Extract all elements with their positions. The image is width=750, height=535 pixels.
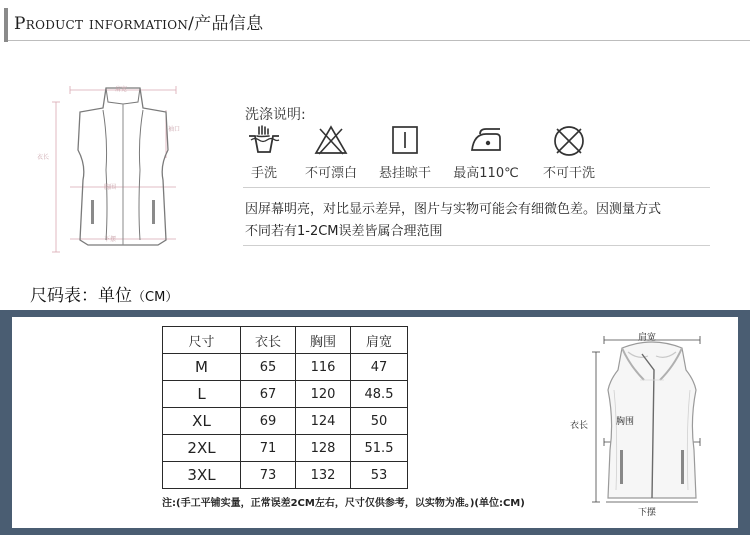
diagram-label-chest: 胸围 [616, 417, 635, 427]
table-row [163, 462, 408, 489]
cell-shoulder: 47 [351, 354, 408, 381]
cell-length: 65 [241, 354, 296, 381]
cell-chest: 120 [296, 381, 351, 408]
cell-size: 3XL [163, 462, 241, 489]
cell-length: 73 [241, 462, 296, 489]
cell-shoulder: 53 [351, 462, 408, 489]
diagram-label-length: 衣长 [570, 421, 589, 431]
color-disclaimer-line1: 因屏幕明亮，对比显示差异，图片与实物可能会有细微色差。因测量方式 [245, 202, 662, 217]
care-label-no-bleach: 不可漂白 [304, 166, 357, 181]
cell-size: L [163, 381, 241, 408]
table-header-row [163, 327, 408, 354]
cell-chest: 128 [296, 435, 351, 462]
wash-divider-bottom [243, 245, 710, 246]
cell-shoulder: 50 [351, 408, 408, 435]
diagram-label-hem: 下摆 [638, 508, 657, 518]
cell-shoulder: 51.5 [351, 435, 408, 462]
sketch-label-chest: 胸围 [104, 184, 117, 191]
vest-size-diagram [582, 330, 722, 520]
cell-size: XL [163, 408, 241, 435]
size-chart-heading-text: 尺码表：单位 [30, 286, 132, 306]
cell-chest: 132 [296, 462, 351, 489]
cell-chest: 124 [296, 408, 351, 435]
iron-max-110-icon [466, 124, 506, 156]
no-dry-clean-icon [552, 124, 586, 158]
care-no-dry-clean [530, 124, 608, 181]
cell-length: 67 [241, 381, 296, 408]
hand-wash-icon [247, 124, 281, 156]
care-hang-dry [366, 124, 444, 181]
sketch-label-side: 袖口 [168, 126, 181, 133]
care-label-hand-wash: 手洗 [250, 166, 277, 181]
page-title-en: Product information [14, 14, 189, 34]
diagram-label-shoulder: 肩宽 [638, 333, 657, 343]
cell-size: 2XL [163, 435, 241, 462]
care-label-iron: 最高110℃ [453, 166, 519, 181]
cell-chest: 116 [296, 354, 351, 381]
sketch-label-hem: 下摆 [104, 236, 117, 243]
care-label-hang-dry: 悬挂晾干 [378, 166, 431, 181]
table-row [163, 381, 408, 408]
table-row [163, 408, 408, 435]
measurement-note: 注:(手工平铺实量，正常误差2CM左右，尺寸仅供参考，以实物为准。)(单位:CM) [162, 498, 525, 509]
table-row [163, 354, 408, 381]
cell-size: M [163, 354, 241, 381]
col-header-shoulder: 肩宽 [351, 327, 408, 354]
sketch-label-length: 衣长 [37, 154, 50, 161]
wash-divider-top [243, 187, 710, 188]
color-disclaimer [245, 199, 715, 243]
header-divider [8, 40, 750, 41]
col-header-chest: 胸围 [296, 327, 351, 354]
wash-title: 洗涤说明: [245, 107, 306, 123]
header-accent-bar [4, 8, 8, 42]
care-no-bleach [292, 124, 370, 181]
col-header-size: 尺寸 [163, 327, 241, 354]
vest-measurement-sketch [48, 80, 198, 255]
hang-dry-icon [388, 124, 422, 156]
size-table [162, 326, 408, 489]
col-header-length: 衣长 [241, 327, 296, 354]
sketch-label-shoulder: 肩宽 [115, 86, 128, 93]
color-disclaimer-line2: 不同若有1-2CM误差皆属合理范围 [245, 224, 443, 239]
size-chart-unit: （CM） [132, 290, 179, 305]
size-chart-heading [30, 281, 178, 306]
page-title-cn: /产品信息 [188, 14, 264, 34]
care-label-no-dry-clean: 不可干洗 [542, 166, 595, 181]
care-iron [447, 124, 525, 181]
cell-length: 69 [241, 408, 296, 435]
table-row [163, 435, 408, 462]
cell-length: 71 [241, 435, 296, 462]
no-bleach-icon [314, 124, 348, 156]
cell-shoulder: 48.5 [351, 381, 408, 408]
page-title [14, 9, 263, 34]
